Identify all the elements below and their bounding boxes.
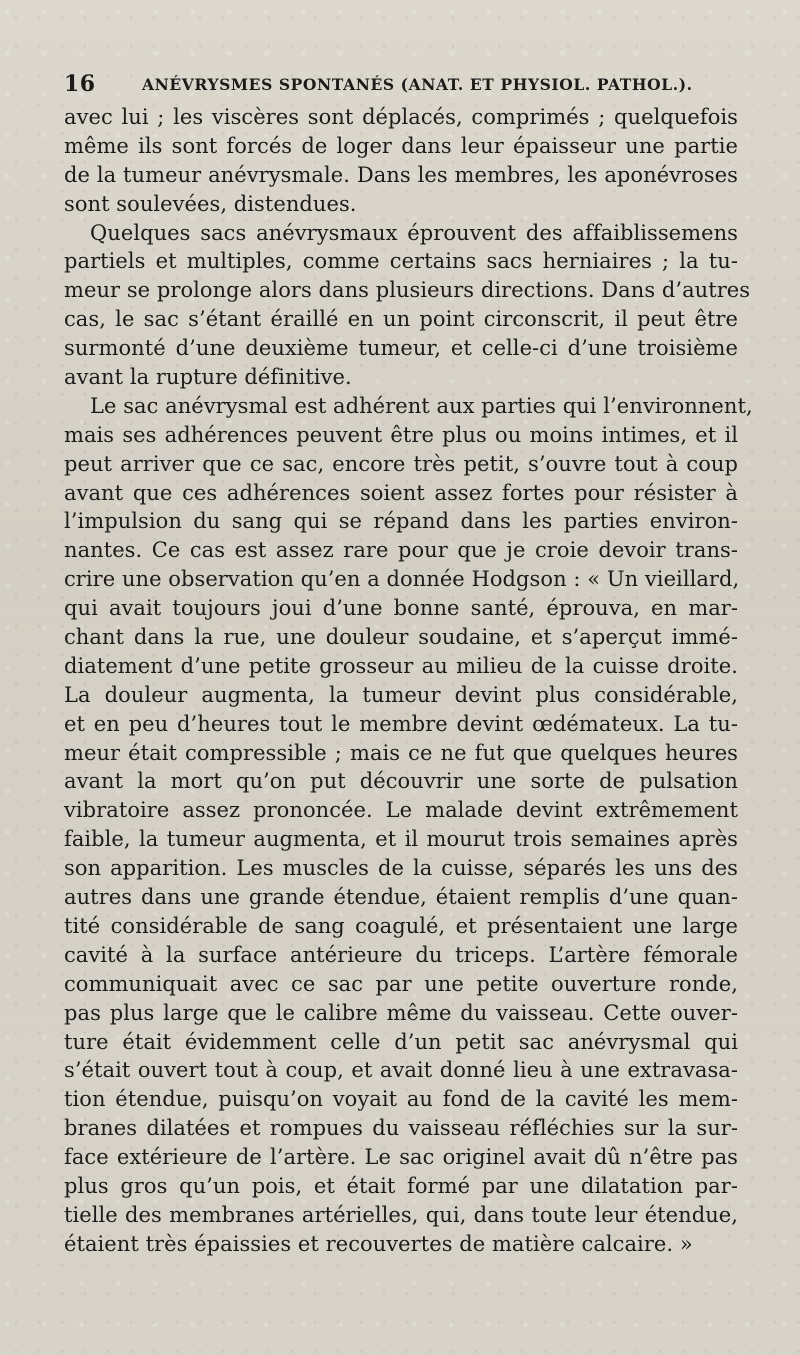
text-line: La douleur augmenta, la tumeur devint plus considérable, xyxy=(64,682,738,707)
text-line: nantes. Ce cas est assez rare pour que je croie devoir trans- xyxy=(64,538,738,563)
text-line: pas plus large que le calibre même du vaisseau. Cette ouver- xyxy=(64,1000,738,1025)
body-text xyxy=(64,103,753,1259)
text-line: branes dilatées et rompues du vaisseau réfléchies sur la sur- xyxy=(64,1116,738,1141)
text-line: tielle des membranes artérielles, qui, dans toute leur étendue, xyxy=(64,1202,738,1227)
text-line: chant dans la rue, une douleur soudaine, et s’aperçut immé- xyxy=(64,625,738,650)
text-line: avec lui ; les viscères sont déplacés, comprimés ; quelquefois xyxy=(64,105,738,129)
text-line: peut arriver que ce sac, encore très petit, s’ouvre tout à coup xyxy=(64,451,738,476)
text-line: communiquait avec ce sac par une petite ouverture ronde, xyxy=(64,971,738,996)
text-line: plus gros qu’un pois, et était formé par une dilatation par- xyxy=(64,1173,738,1198)
text-line: meur se prolonge alors dans plusieurs directions. Dans d’autres xyxy=(64,278,751,303)
page-header xyxy=(64,68,744,100)
text-line: Le sac anévrysmal est adhérent aux parties qui l’environnent, xyxy=(90,393,753,418)
text-line: l’impulsion du sang qui se répand dans les parties environ- xyxy=(64,509,738,534)
text-line: cas, le sac s’étant éraillé en un point circonscrit, il peut être xyxy=(64,307,738,332)
text-line: tion étendue, puisqu’on voyait au fond de la cavité les mem- xyxy=(64,1087,738,1112)
text-line: avant que ces adhérences soient assez fortes pour résister à xyxy=(64,480,738,505)
text-line: faible, la tumeur augmenta, et il mourut trois semaines après xyxy=(64,827,738,852)
text-line: meur était compressible ; mais ce ne fut que quelques heures xyxy=(64,740,738,765)
text-line: Quelques sacs anévrysmaux éprouvent des affaiblissemens xyxy=(90,220,738,245)
text-line: face extérieure de l’artère. Le sac originel avait dû n’être pas xyxy=(64,1145,738,1170)
text-line: avant la mort qu’on put découvrir une sorte de pulsation xyxy=(64,769,738,794)
text-line: de la tumeur anévrysmale. Dans les membres, les aponévroses xyxy=(64,162,738,187)
text-line: partiels et multiples, comme certains sacs herniaires ; la tu- xyxy=(64,249,738,274)
running-head: ANÉVRYSMES SPONTANÉS (ANAT. ET PHYSIOL. PATHOL.). xyxy=(142,74,693,94)
page-number: 16 xyxy=(64,71,96,97)
text-line: même ils sont forcés de loger dans leur épaisseur une partie xyxy=(64,133,738,158)
text-line: son apparition. Les muscles de la cuisse, séparés les uns des xyxy=(64,856,738,881)
text-line: surmonté d’une deuxième tumeur, et celle-ci d’une troisième xyxy=(64,336,738,361)
text-line: cavité à la surface antérieure du triceps. L’artère fémorale xyxy=(64,942,738,967)
text-line: s’était ouvert tout à coup, et avait donné lieu à une extravasa- xyxy=(64,1058,738,1083)
text-line: sont soulevées, distendues. xyxy=(64,191,357,216)
text-line: qui avait toujours joui d’une bonne santé, éprouva, en mar- xyxy=(64,596,738,621)
text-line: et en peu d’heures tout le membre devint œdémateux. La tu- xyxy=(64,711,738,736)
text-line: autres dans une grande étendue, étaient remplis d’une quan- xyxy=(64,885,738,910)
text-line: ture était évidemment celle d’un petit sac anévrysmal qui xyxy=(64,1029,738,1054)
text-line: tité considérable de sang coagulé, et présentaient une large xyxy=(64,913,738,938)
text-line: crire une observation qu’en a donnée Hodgson : « Un vieillard, xyxy=(64,567,740,592)
text-line: vibratoire assez prononcée. Le malade devint extrêmement xyxy=(64,798,738,823)
text-line: avant la rupture définitive. xyxy=(64,365,352,390)
text-line: diatement d’une petite grosseur au milieu de la cuisse droite. xyxy=(64,653,738,678)
text-line: étaient très épaissies et recouvertes de matière calcaire. » xyxy=(64,1231,693,1256)
text-line: mais ses adhérences peuvent être plus ou moins intimes, et il xyxy=(64,422,738,447)
